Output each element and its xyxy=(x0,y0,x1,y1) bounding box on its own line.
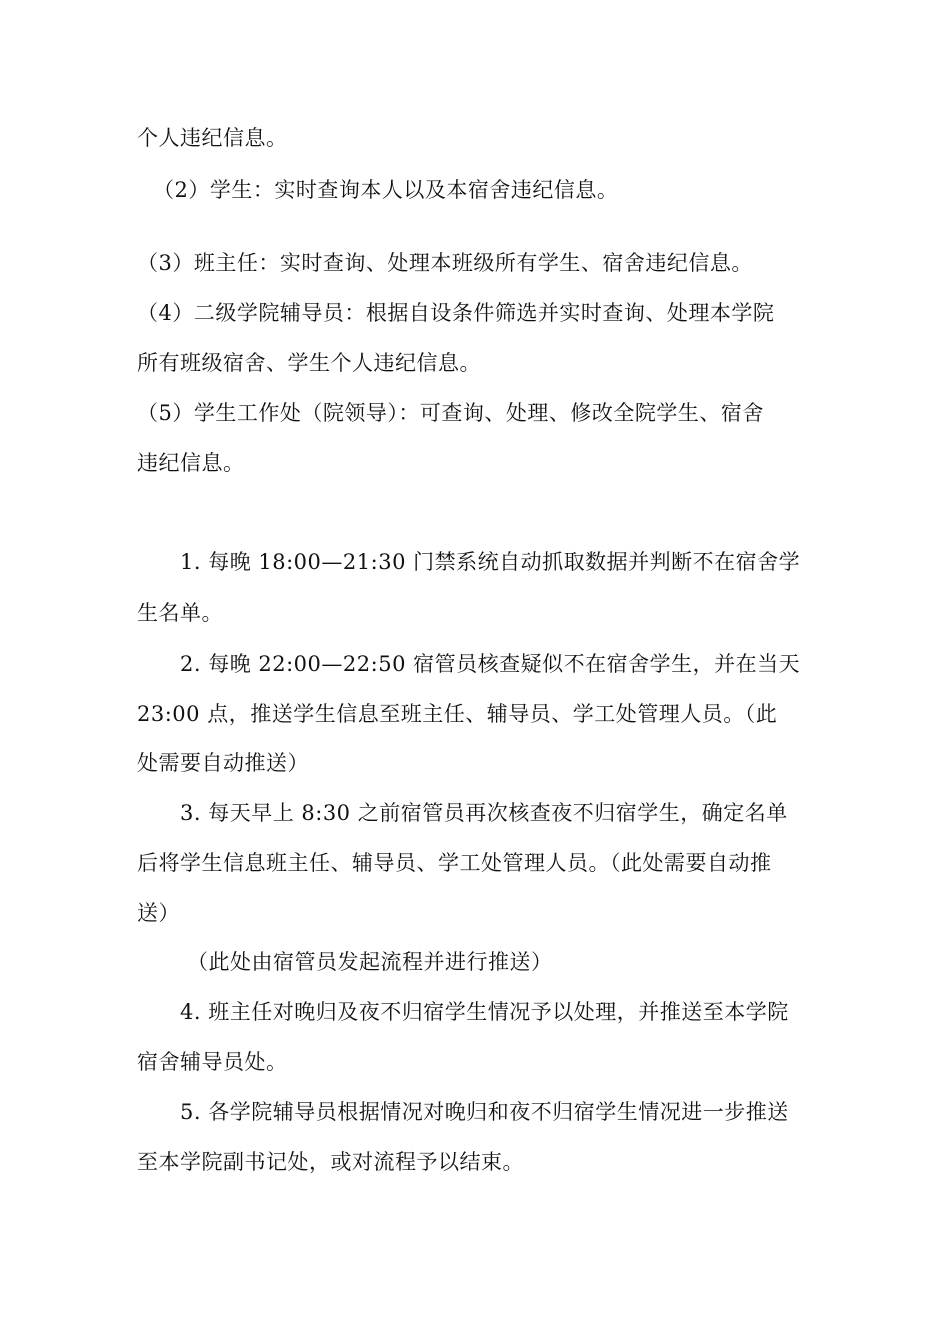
text-line: 宿舍辅导员处。 xyxy=(137,1050,288,1074)
text-line: （2）学生：实时查询本人以及本宿舍违纪信息。 xyxy=(153,178,619,202)
list-item-line: 1. 每晚 18:00—21:30 门禁系统自动抓取数据并判断不在宿舍学 xyxy=(180,550,801,574)
note-line: （此处由宿管员发起流程并进行推送） xyxy=(187,950,553,974)
text-line: 个人违纪信息。 xyxy=(137,126,288,150)
text-line: （5）学生工作处（院领导）：可查询、处理、修改全院学生、宿舍 xyxy=(137,401,764,425)
text-line: 送） xyxy=(137,901,180,925)
list-item-line: 2. 每晚 22:00—22:50 宿管员核查疑似不在宿舍学生，并在当天 xyxy=(180,652,801,676)
text-line: 生名单。 xyxy=(137,601,223,625)
text-line: 至本学院副书记处，或对流程予以结束。 xyxy=(137,1150,524,1174)
list-item-line: 3. 每天早上 8:30 之前宿管员再次核查夜不归宿学生，确定名单 xyxy=(180,801,788,825)
text-line: （4）二级学院辅导员：根据自设条件筛选并实时查询、处理本学院 xyxy=(137,301,775,325)
list-item-line: 4. 班主任对晚归及夜不归宿学生情况予以处理，并推送至本学院 xyxy=(180,1000,789,1024)
text-line: 23:00 点，推送学生信息至班主任、辅导员、学工处管理人员。（此 xyxy=(137,702,778,726)
text-line: 后将学生信息班主任、辅导员、学工处管理人员。（此处需要自动推 xyxy=(137,851,772,875)
text-line: （3）班主任：实时查询、处理本班级所有学生、宿舍违纪信息。 xyxy=(137,251,753,275)
list-item-line: 5. 各学院辅导员根据情况对晚归和夜不归宿学生情况进一步推送 xyxy=(180,1100,789,1124)
text-line: 所有班级宿舍、学生个人违纪信息。 xyxy=(137,351,481,375)
text-line: 处需要自动推送） xyxy=(137,751,309,775)
text-line: 违纪信息。 xyxy=(137,451,245,475)
